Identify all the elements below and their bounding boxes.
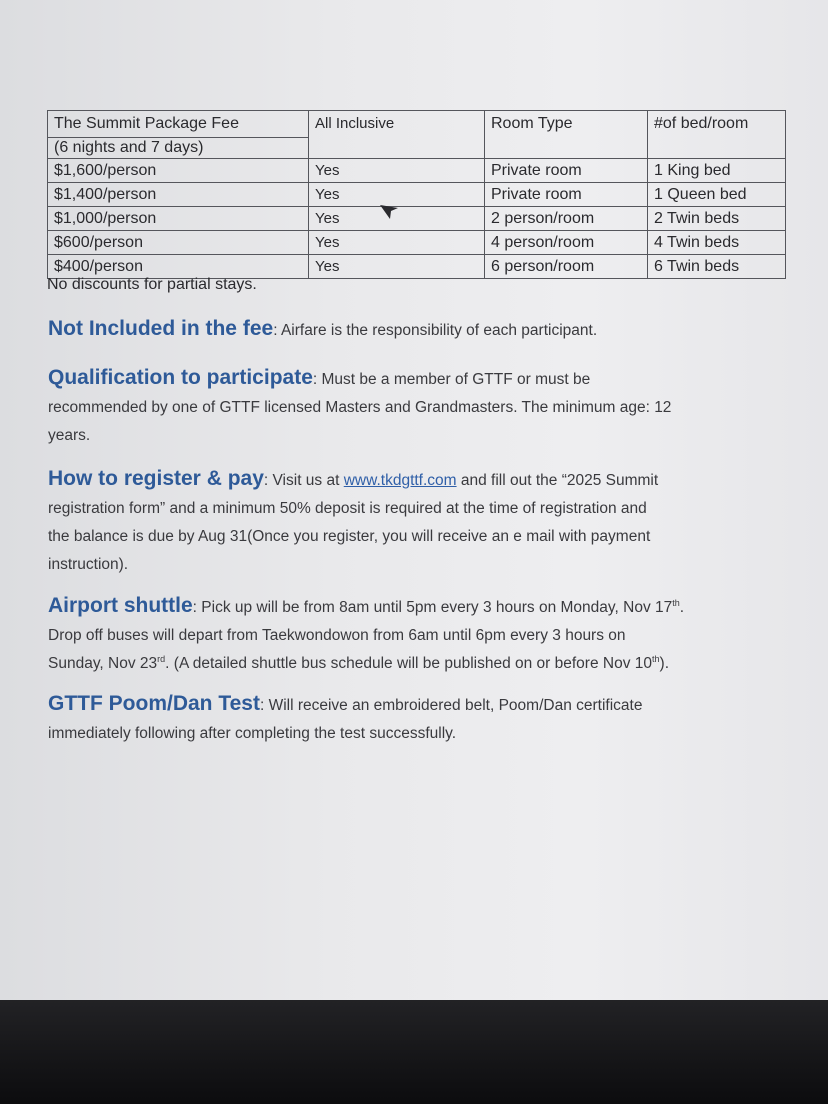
register-text-3: the balance is due by Aug 31(Once you register, you will receive an e mail with payment <box>48 528 651 545</box>
shuttle-text-1b: . <box>679 599 685 616</box>
qualification-text-2: recommended by one of GTTF licensed Masters and Grandmasters. The minimum age: 12 <box>48 399 672 416</box>
beds-cell: 2 Twin beds <box>648 207 786 231</box>
shuttle-text-3a: Sunday, Nov 23 <box>48 655 158 672</box>
shuttle-sup-3: th <box>652 653 660 664</box>
test-text-1: : Will receive an embroidered belt, Poom/Dan certificate <box>259 697 643 714</box>
not-included-text: : Airfare is the responsibility of each participant. <box>273 322 598 339</box>
header-beds: #of bed/room <box>648 111 786 159</box>
inclusive-cell: Yes <box>309 207 485 231</box>
room-cell: Private room <box>485 183 648 207</box>
not-included-heading: Not Included in the fee <box>48 317 274 340</box>
fee-cell: $600/person <box>48 231 309 255</box>
inclusive-cell: Yes <box>309 159 485 183</box>
beds-cell: 4 Twin beds <box>648 231 786 255</box>
partial-stay-note: No discounts for partial stays. <box>47 276 257 293</box>
register-text-2: registration form” and a minimum 50% deposit is required at the time of registration and <box>48 500 647 517</box>
shuttle-heading: Airport shuttle <box>48 594 193 617</box>
register-section <box>48 465 788 579</box>
monitor-bezel <box>0 1000 828 1104</box>
room-cell: 2 person/room <box>485 207 648 231</box>
package-fee-table <box>47 110 786 279</box>
shuttle-text-2: Drop off buses will depart from Taekwondowon from 6am until 6pm every 3 hours on <box>48 627 626 644</box>
register-text-4: instruction). <box>48 556 129 573</box>
header-fee: The Summit Package Fee <box>48 111 309 138</box>
table-row <box>48 183 786 207</box>
beds-cell: 1 King bed <box>648 159 786 183</box>
mouse-cursor-icon <box>378 199 400 221</box>
not-included-section <box>48 315 788 345</box>
table-header-row <box>48 111 786 138</box>
fee-cell: $400/person <box>48 255 309 279</box>
shuttle-text-1: : Pick up will be from 8am until 5pm every 3 hours on Monday, Nov 17 <box>192 599 673 616</box>
qualification-text-1: : Must be a member of GTTF or must be <box>312 371 591 388</box>
table-row <box>48 255 786 279</box>
test-section <box>48 690 788 748</box>
test-heading: GTTF Poom/Dan Test <box>48 692 260 715</box>
shuttle-text-3b: . (A detailed shuttle bus schedule will be published on or before Nov 10 <box>165 655 653 672</box>
inclusive-cell: Yes <box>309 183 485 207</box>
shuttle-section <box>48 592 788 678</box>
register-heading: How to register & pay <box>48 467 264 490</box>
table-row <box>48 159 786 183</box>
fee-cell: $1,000/person <box>48 207 309 231</box>
header-room-type: Room Type <box>485 111 648 159</box>
table-row <box>48 207 786 231</box>
register-text-pre: : Visit us at <box>263 472 344 489</box>
inclusive-cell: Yes <box>309 231 485 255</box>
qualification-text-3: years. <box>48 427 91 444</box>
website-link[interactable]: www.tkdgttf.com <box>343 472 457 489</box>
beds-cell: 1 Queen bed <box>648 183 786 207</box>
fee-cell: $1,400/person <box>48 183 309 207</box>
room-cell: 4 person/room <box>485 231 648 255</box>
fee-cell: $1,600/person <box>48 159 309 183</box>
room-cell: Private room <box>485 159 648 183</box>
header-inclusive: All Inclusive <box>309 111 485 159</box>
register-text-post: and fill out the “2025 Summit <box>456 472 659 489</box>
shuttle-sup-1: th <box>672 597 680 608</box>
room-cell: 6 person/room <box>485 255 648 279</box>
table-row <box>48 231 786 255</box>
inclusive-cell: Yes <box>309 255 485 279</box>
qualification-section <box>48 364 788 450</box>
shuttle-sup-2: rd <box>157 653 166 664</box>
qualification-heading: Qualification to participate <box>48 366 313 389</box>
beds-cell: 6 Twin beds <box>648 255 786 279</box>
shuttle-text-3c: ). <box>659 655 669 672</box>
test-text-2: immediately following after completing the test successfully. <box>48 725 457 742</box>
header-fee-sub: (6 nights and 7 days) <box>48 138 309 159</box>
